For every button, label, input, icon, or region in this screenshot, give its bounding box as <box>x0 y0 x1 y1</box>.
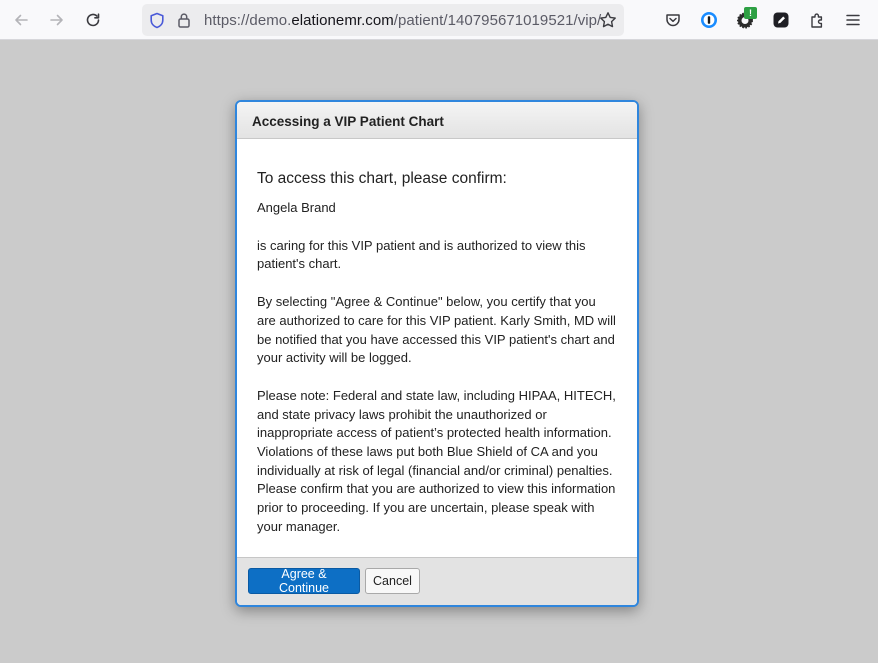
extension-badge: ! <box>744 7 757 19</box>
1password-icon[interactable] <box>699 10 719 30</box>
hamburger-menu-icon[interactable] <box>843 10 863 30</box>
back-arrow-icon[interactable] <box>8 7 34 33</box>
extension-pen-icon[interactable] <box>771 10 791 30</box>
confirm-lead-text: To access this chart, please confirm: <box>257 170 507 187</box>
url-text[interactable] <box>204 12 601 29</box>
dialog-footer <box>237 557 637 605</box>
url-path: /patient/140795671019521/vip/ <box>393 12 602 29</box>
vip-access-dialog <box>235 100 639 607</box>
agree-continue-button[interactable]: Agree & Continue <box>248 568 360 594</box>
tracking-protection-shield-icon[interactable] <box>148 11 166 29</box>
user-name: Angela Brand <box>257 200 336 215</box>
url-host: elationemr.com <box>291 12 394 29</box>
legal-notice-text: Please note: Federal and state law, including HIPAA, HITECH, and state privacy laws prohibit the unauthorized or inappropriate access of patient’s protected health information. Violations of these laws put both Blue Shield of CA and you individually at risk of legal (financial and/or criminal) penalties. Please confirm that you are authorized to view this information prior to proceeding. If you are uncertain, please speak with your manager. <box>257 387 616 534</box>
reload-icon[interactable] <box>80 7 106 33</box>
bookmark-star-icon[interactable] <box>598 10 618 30</box>
lock-icon[interactable] <box>175 11 193 29</box>
dialog-body <box>237 139 637 537</box>
authorization-text: is caring for this VIP patient and is authorized to view this patient's chart. <box>257 237 586 272</box>
browser-toolbar <box>0 0 878 40</box>
extensions-puzzle-icon[interactable] <box>807 10 827 30</box>
cancel-button[interactable]: Cancel <box>365 568 420 594</box>
dialog-header <box>237 102 637 139</box>
url-prefix: https://demo. <box>204 12 292 29</box>
certify-text: By selecting "Agree & Continue" below, you certify that you are authorized to care for this VIP patient. Karly Smith, MD will be notified that you have accessed this VIP patient's chart and your activity will be logged. <box>257 294 616 366</box>
address-bar[interactable] <box>142 4 624 36</box>
dialog-title: Accessing a VIP Patient Chart <box>252 114 444 129</box>
pocket-icon[interactable] <box>663 10 683 30</box>
forward-arrow-icon[interactable] <box>44 7 70 33</box>
